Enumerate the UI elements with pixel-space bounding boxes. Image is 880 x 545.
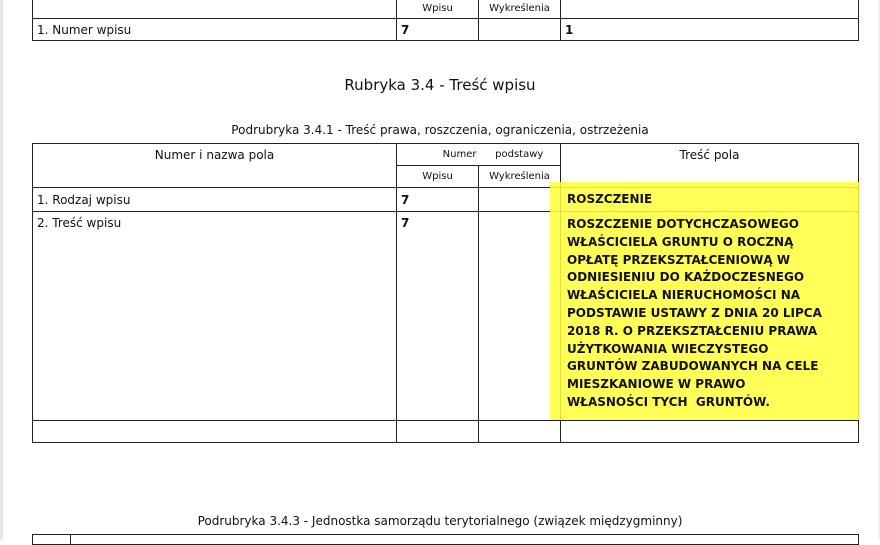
header-numer: Numer [397,144,479,166]
rodzaj-wpisu-value: ROSZCZENIE [567,192,653,206]
tresc-line: WŁASNOŚCI TYCH GRUNTÓW. [567,394,770,409]
header-podstawy: podstawy [479,144,561,166]
tresc-line: GRUNTÓW ZABUDOWANYCH NA CELE [567,359,819,374]
tresc-line: UŻYTKOWANIA WIECZYSTEGO [567,341,769,356]
tresc-line: PODSTAWIE USTAWY Z DNIA 20 LIPCA [567,305,822,320]
header-tresc-pola: Treść pola [561,144,859,188]
tresc-wpisu-label: 2. Treść wpisu [33,212,397,421]
tresc-wpisu-wykreslenia [479,212,561,421]
tresc-wpisu-value [567,216,822,412]
header-field-name: Numer i nazwa pola [33,144,397,188]
numer-wpisu-value: 1 [561,19,859,41]
numer-wpisu-label: 1. Numer wpisu [33,19,397,41]
empty-cell [561,0,859,19]
numer-wpisu-table [32,0,859,41]
podrubryka-343-title: Podrubryka 3.4.3 - Jednostka samorządu terytorialnego (związek międzygminny) [197,514,683,528]
empty-cell [561,421,859,443]
header-wykreslenia: Wykreślenia [479,166,561,188]
tresc-line: 2018 R. O PRZEKSZTAŁCENIU PRAWA [567,323,818,338]
rubryka-title: Rubryka 3.4 - Treść wpisu [344,76,536,94]
wpisu-header: Wpisu [397,0,479,19]
header-wpisu: Wpisu [397,166,479,188]
tresc-line: WŁAŚCICIELA NIERUCHOMOŚCI NA [567,288,801,303]
tresc-wpisu-wpisu: 7 [397,212,479,421]
podrubryka-341-title: Podrubryka 3.4.1 - Treść prawa, roszczenia, ograniczenia, ostrzeżenia [231,123,649,137]
tresc-line: ROSZCZENIE DOTYCHCZASOWEGO [567,217,799,231]
rodzaj-wpisu-label: 1. Rodzaj wpisu [33,188,397,212]
tresc-line: ODNIESIENIU DO KAŻDOCZESNEGO [567,270,805,285]
tresc-line: MIESZKANIOWE W PRAWO [567,377,746,392]
tresc-line: OPŁATĘ PRZEKSZTAŁCENIOWĄ W [567,252,791,267]
wykreslenia-header: Wykreślenia [479,0,561,19]
rodzaj-wpisu-wpisu: 7 [397,188,479,212]
empty-cell [479,421,561,443]
empty-cell [397,421,479,443]
numer-wpisu-wpisu: 7 [397,19,479,41]
tresc-line: WŁAŚCICIELA GRUNTU O ROCZNĄ [567,234,794,249]
empty-cell [33,0,397,19]
numer-wpisu-wykreslenia [479,19,561,41]
empty-cell [33,421,397,443]
rodzaj-wpisu-wykreslenia [479,188,561,212]
